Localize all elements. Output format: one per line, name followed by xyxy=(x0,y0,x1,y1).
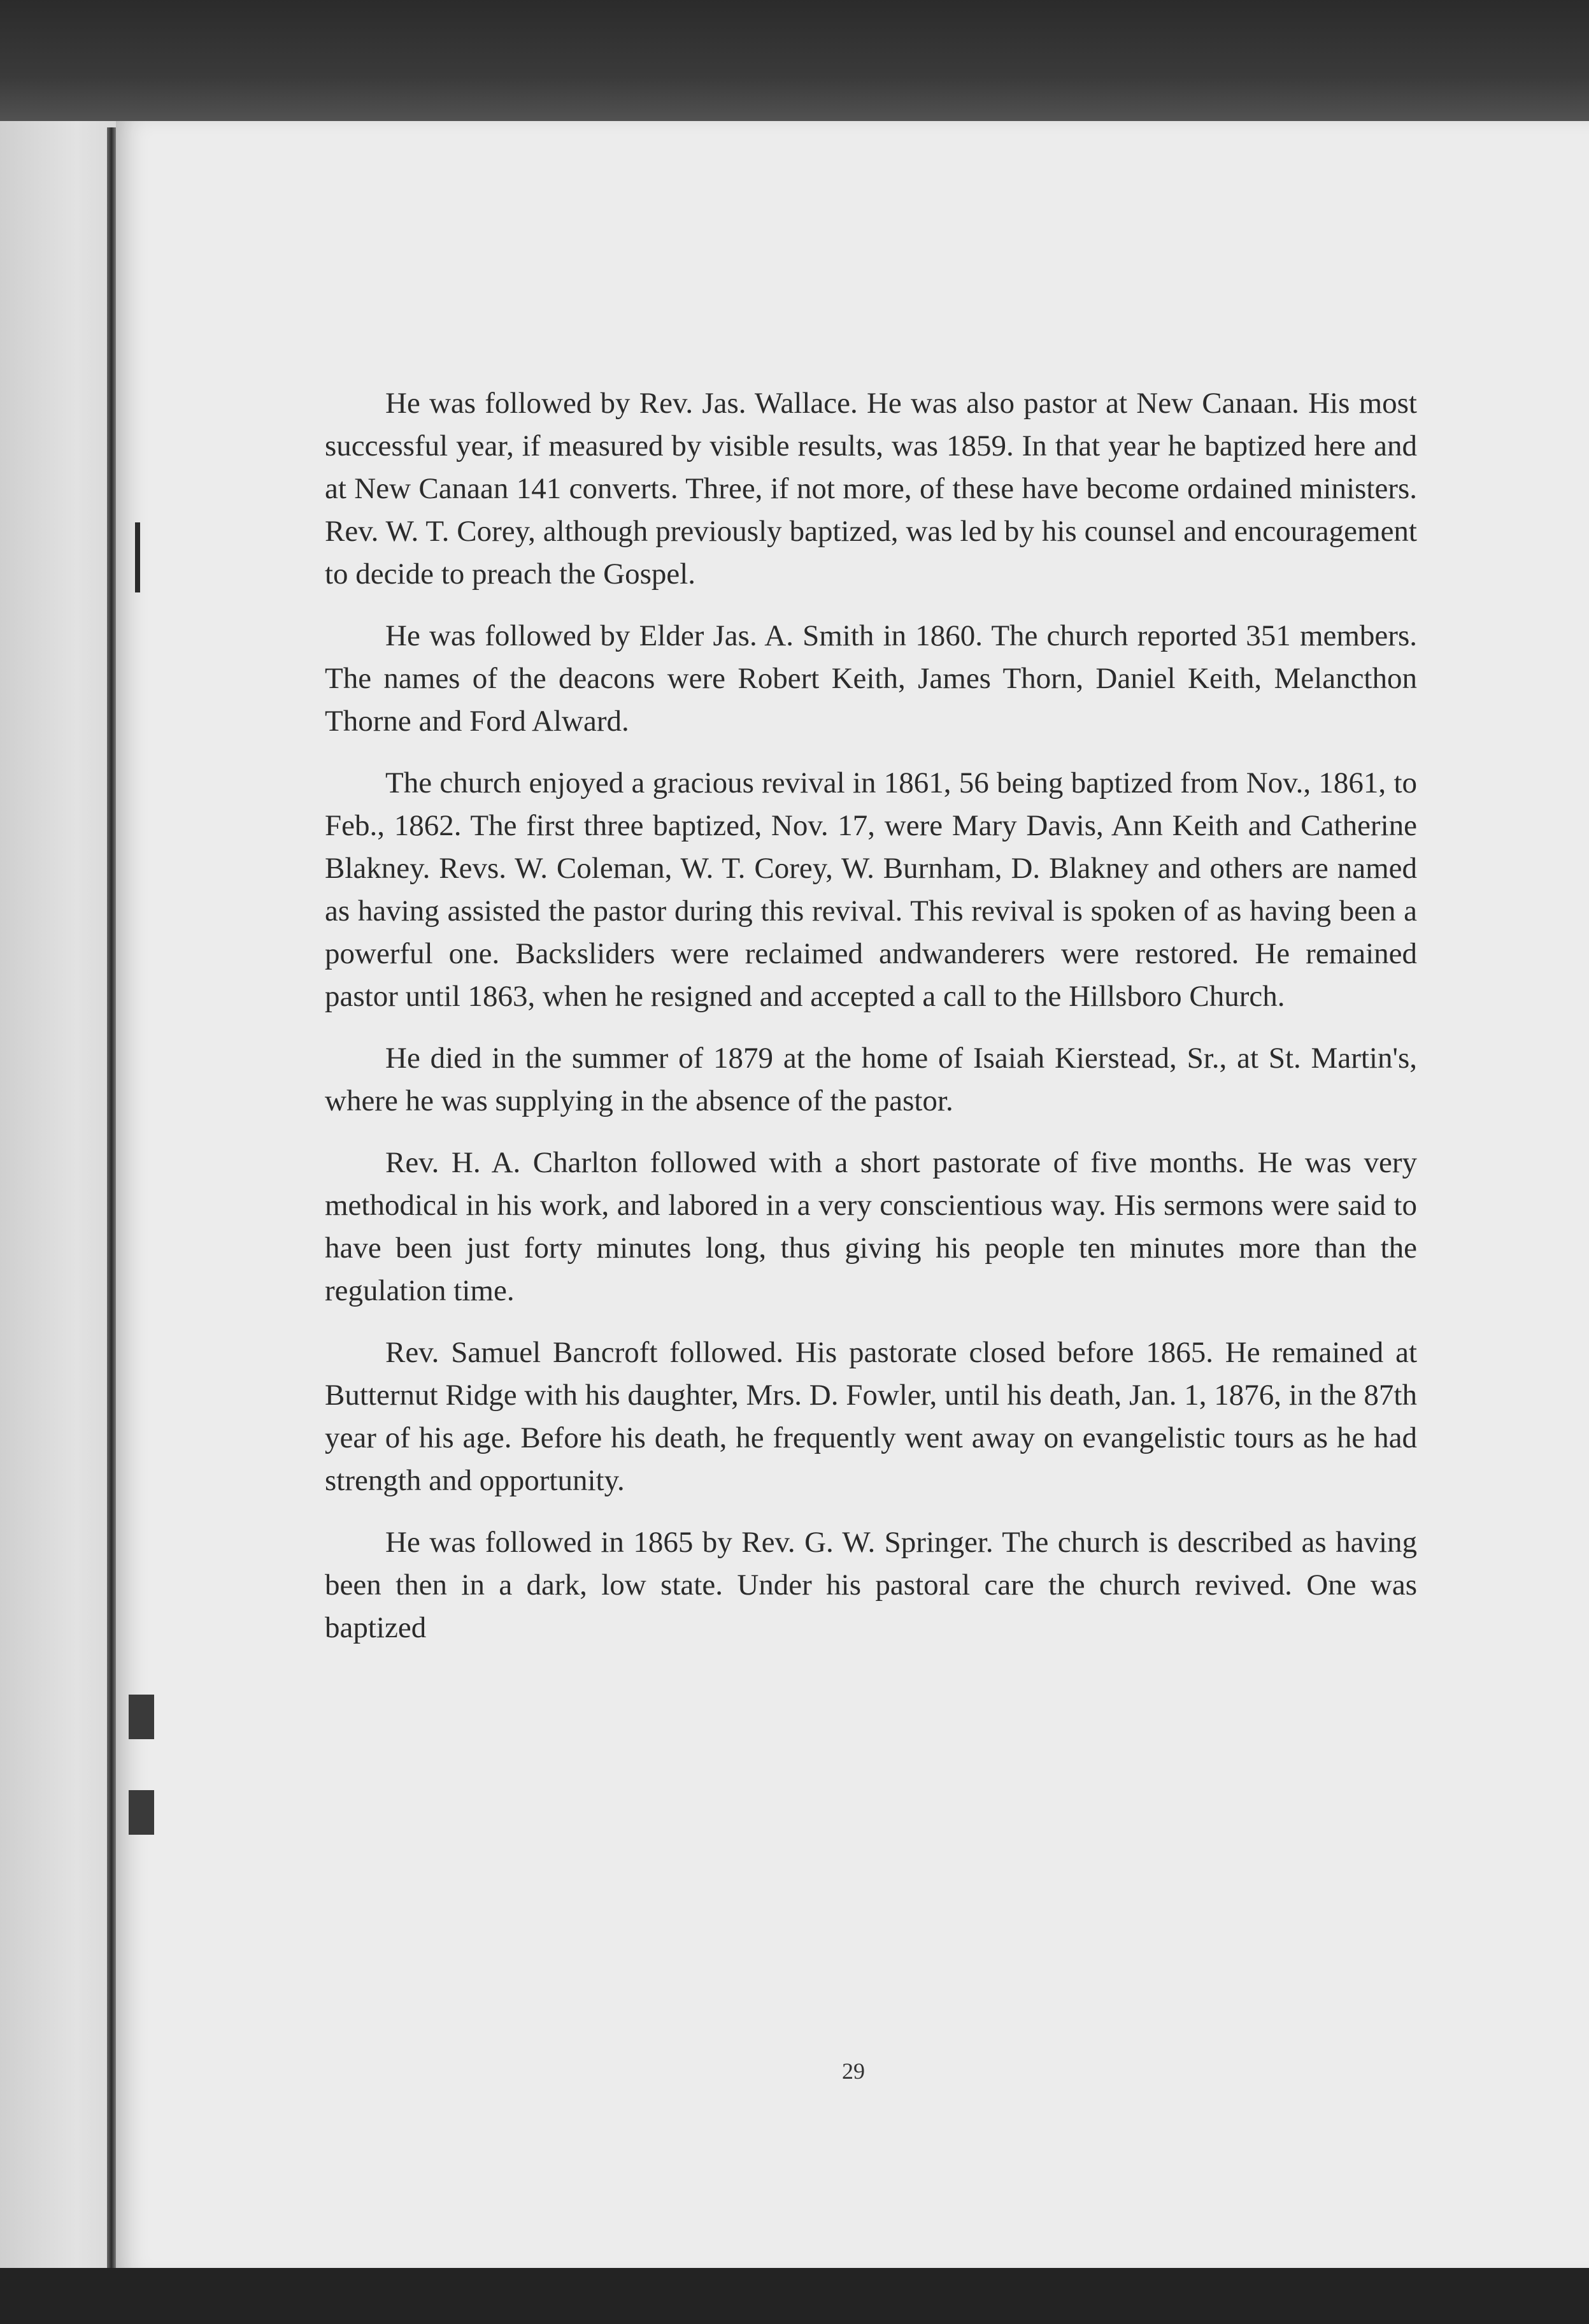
paragraph: He was followed in 1865 by Rev. G. W. Springer. The church is described as having been then in a dark, low state. Under his pastoral care the church revived. One was baptized xyxy=(325,1526,1417,1644)
scan-top-shadow xyxy=(0,0,1589,127)
paragraph: Rev. Samuel Bancroft followed. His pastorate closed before 1865. He remained at Butternut Ridge with his daughter, Mrs. D. Fowler, until his death, Jan. 1, 1876, in the 87th year of his age. Before his death, he frequently went away on evangelistic tours as he had strength and opportunity. xyxy=(325,1336,1417,1497)
paragraph: The church enjoyed a gracious revival in 1861, 56 being baptized from Nov., 1861, to Feb., 1862. The first three baptized, Nov. 17, were Mary Davis, Ann Keith and Catherine Blakney. Revs. W. Coleman, W. T. Corey, W. Burnham, D. Blakney and others are named as having assisted the pastor during this revival. This revival is spoken of as having been a powerful one. Backsliders were reclaimed andwanderers were restored. He remained pastor until 1863, when he resigned and accepted a call to the Hillsboro Church. xyxy=(325,766,1417,1013)
paragraph: He died in the summer of 1879 at the home of Isaiah Kierstead, Sr., at St. Martin's, where he was supplying in the absence of the pastor. xyxy=(325,1042,1417,1117)
page-number: 29 xyxy=(842,2058,865,2084)
paragraph: Rev. H. A. Charlton followed with a short pastorate of five months. He was very methodical in his work, and labored in a very conscientious way. His sermons were said to have been just forty minutes long, thus giving his people ten minutes more than the regulation time. xyxy=(325,1146,1417,1307)
binding-mark xyxy=(135,522,140,592)
scan-bottom-shadow xyxy=(0,2268,1589,2324)
binding-edge xyxy=(107,127,116,2268)
paragraph: He was followed by Rev. Jas. Wallace. He was also pastor at New Canaan. His most successful year, if measured by visible results, was 1859. In that year he baptized here and at New Canaan 141 converts. Three, if not more, of these have become ordained ministers. Rev. W. T. Corey, although previously baptized, was led by his counsel and encouragement to decide to preach the Gospel. xyxy=(325,387,1417,591)
paragraph: He was followed by Elder Jas. A. Smith in 1860. The church reported 351 members. The names of the deacons were Robert Keith, James Thorn, Daniel Keith, Melancthon Thorne and Ford Alward. xyxy=(325,619,1417,738)
body-text xyxy=(325,382,1417,1668)
binding-mark xyxy=(129,1695,154,1739)
binding-mark xyxy=(129,1790,154,1835)
